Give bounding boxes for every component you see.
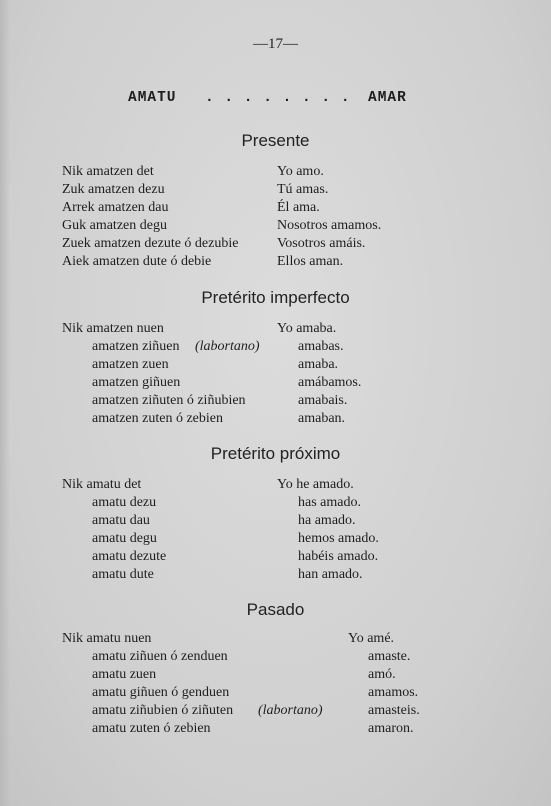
- basque-form: amatu dezute: [92, 549, 167, 564]
- spanish-form: amó.: [368, 667, 396, 682]
- spanish-form: amábamos.: [298, 375, 362, 390]
- section-heading-presente: Presente: [241, 131, 310, 150]
- basque-form: amatu zuen: [92, 667, 157, 682]
- spanish-form: amaban.: [298, 411, 346, 426]
- basque-form: amatzen zuten ó zebien: [92, 411, 223, 426]
- basque-form: Arrek amatzen dau: [62, 200, 169, 215]
- spanish-form: amaste.: [368, 649, 411, 664]
- spanish-form: Yo amé.: [348, 631, 395, 646]
- spanish-form: Él ama.: [277, 200, 320, 215]
- basque-form: amatu ziñubien ó ziñuten: [92, 703, 234, 718]
- spanish-form: han amado.: [298, 567, 363, 582]
- title-dot-leader: . . . . . . . .: [205, 90, 351, 106]
- title-basque-verb: AMATU: [128, 90, 177, 106]
- page-number: —17—: [253, 36, 298, 52]
- basque-form: Nik amatzen det: [62, 164, 154, 179]
- spanish-form: amaba.: [298, 357, 339, 372]
- section-heading-preterito-imperfecto: Pretérito imperfecto: [201, 288, 350, 307]
- basque-form: amatu dau: [92, 513, 150, 528]
- basque-form: amatzen ziñuten ó ziñubien: [92, 393, 246, 408]
- basque-form: amatzen giñuen: [92, 375, 181, 390]
- basque-form: Zuek amatzen dezute ó dezubie: [62, 236, 239, 251]
- basque-form: Aiek amatzen dute ó debie: [62, 254, 212, 269]
- spanish-form: habéis amado.: [298, 549, 379, 564]
- basque-form: amatu ziñuen ó zenduen: [92, 649, 228, 664]
- spanish-form: Tú amas.: [277, 182, 329, 197]
- dialect-note: (labortano): [195, 339, 260, 354]
- spanish-form: Vosotros amáis.: [277, 236, 366, 251]
- dialect-note: (labortano): [258, 703, 323, 718]
- spanish-form: Yo he amado.: [277, 477, 354, 492]
- basque-form: Nik amatu det: [62, 477, 142, 492]
- basque-form: amatu degu: [92, 531, 157, 546]
- basque-form: amatu zuten ó zebien: [92, 721, 211, 736]
- basque-form: Nik amatu nuen: [62, 631, 152, 646]
- title-spanish-verb: AMAR: [368, 90, 407, 106]
- section-heading-preterito-proximo: Pretérito próximo: [210, 444, 341, 463]
- spanish-form: amasteis.: [368, 703, 420, 718]
- spanish-form: amaron.: [368, 721, 414, 736]
- basque-form: amatu giñuen ó genduen: [92, 685, 230, 700]
- section-heading-pasado: Pasado: [246, 600, 305, 619]
- basque-form: amatu dezu: [92, 495, 157, 510]
- spanish-form: amabais.: [298, 393, 348, 408]
- basque-form: amatzen zuen: [92, 357, 169, 372]
- spanish-form: ha amado.: [298, 513, 356, 528]
- spanish-form: Yo amo.: [277, 164, 324, 179]
- spanish-form: hemos amado.: [298, 531, 379, 546]
- spanish-form: Nosotros amamos.: [277, 218, 382, 233]
- basque-form: Nik amatzen nuen: [62, 321, 164, 336]
- basque-form: amatu dute: [92, 567, 154, 582]
- spanish-form: amamos.: [368, 685, 419, 700]
- basque-form: Zuk amatzen dezu: [62, 182, 165, 197]
- basque-form: amatzen ziñuen: [92, 339, 180, 354]
- spanish-form: Ellos aman.: [277, 254, 344, 269]
- spanish-form: amabas.: [298, 339, 344, 354]
- spanish-form: has amado.: [298, 495, 361, 510]
- spanish-form: Yo amaba.: [277, 321, 337, 336]
- basque-form: Guk amatzen degu: [62, 218, 167, 233]
